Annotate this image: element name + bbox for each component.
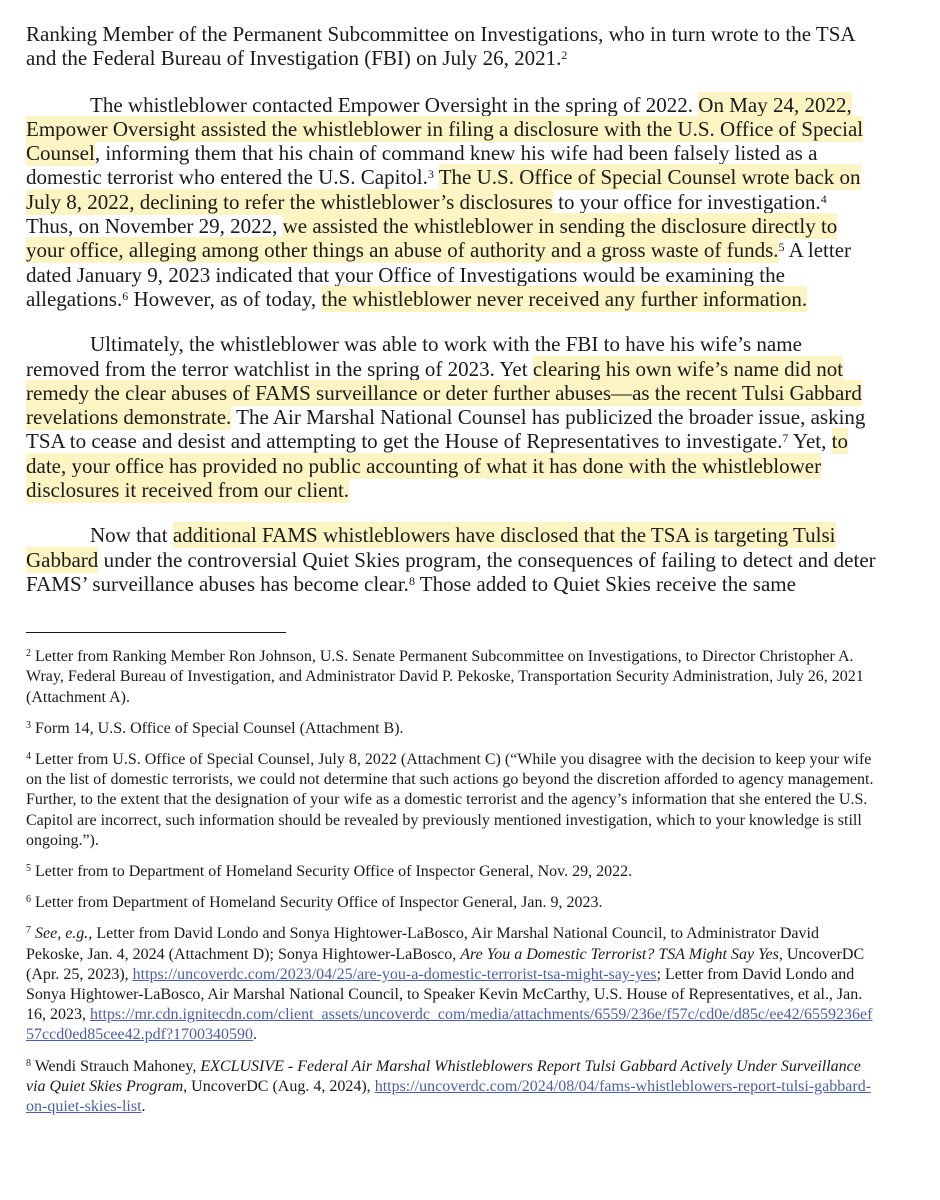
- footnote-text: .: [253, 1026, 258, 1044]
- text-run: Thus, on November 29, 2022,: [26, 214, 283, 239]
- footnote-text: , UncoverDC (Aug. 4, 2024),: [183, 1077, 375, 1095]
- footnote-text: Letter from U.S. Office of Special Counsel, July 8, 2022 (Attachment C) (“While you disagree with the decision to keep your wife on the list of domestic terrorists, we could not determine that such actions go beyond the discretion afforded to agency management. Further, to the extent that the designation of your wife as a domestic terrorist and the agency’s information that she entered the U.S. Capitol are incorrect, such information should be revealed by previously mentioned investigation, which to your knowledge is still ongoing.”).: [26, 751, 874, 849]
- footnote-4: [26, 750, 876, 851]
- footnote-ref-8[interactable]: 8: [408, 573, 415, 588]
- paragraph-disclosure-history: [26, 93, 876, 312]
- footnote-ref-5[interactable]: 5: [778, 240, 785, 255]
- text-run: Ranking Member of the Permanent Subcommittee on Investigations, who in turn wrote to the TSA and the Federal Bureau of Investigation (FBI) on July 26, 2021.: [26, 22, 855, 71]
- footnote-2: [26, 647, 876, 708]
- footnote-number: 5: [26, 863, 31, 875]
- footnote-number: 4: [26, 751, 31, 763]
- attachment-pdf-link[interactable]: https://mr.cdn.ignitecdn.com/client_assets/uncoverdc_com/media/attachments/6559/236e/f57c/cd0e/d85c/ee42/6559236ef57ccd0ed85cee42.pdf?1700340590: [26, 1006, 873, 1044]
- text-run: to your office for investigation.: [552, 189, 821, 214]
- uncoverdc-gabbard-article-link[interactable]: https://uncoverdc.com/2024/08/04/fams-whistleblowers-report-tulsi-gabbard-on-quiet-skies-list: [26, 1077, 872, 1116]
- text-run: [434, 165, 439, 189]
- text-run: Ultimately, the whistleblower was able to work with the FBI to have his wife’s name removed from the terror watchlist in the spring of 2023. Yet: [26, 332, 802, 381]
- footnote-7: [26, 924, 876, 1045]
- footnote-number: 6: [26, 894, 31, 906]
- highlighted-text: to date, your office has provided no public accounting of what it has done with the whistleblower disclosures it received from our client.: [26, 429, 848, 503]
- text-run: The Air Marshal National Counsel has publicized the broader issue, asking TSA to cease and desist and attempting to get the House of Representatives to investigate.: [26, 405, 866, 454]
- footnote-text: ; Letter from David Londo and Sonya Hightower-LaBosco, Air Marshal National Council, to Speaker Kevin McCarthy, U.S. House of Representatives, et al., Jan. 16, 2023,: [26, 965, 863, 1024]
- footnote-text: Letter from Ranking Member Ron Johnson, U.S. Senate Permanent Subcommittee on Investigations, to Director Christopher A. Wray, Federal Bureau of Investigation, and Administrator David P. Pekoske, Transportation Security Administration, July 26, 2021 (Attachment A).: [26, 648, 864, 706]
- footnote-separator: [26, 632, 286, 633]
- text-run: Now that: [90, 523, 173, 548]
- paragraph-intro-continuation: [26, 22, 876, 71]
- text-run: , informing them that his chain of command knew his wife had been falsely listed as a domestic terrorist who entered the U.S. Capitol.: [26, 141, 818, 190]
- footnotes: [26, 647, 876, 1117]
- highlighted-text: clearing his own wife’s name did not remedy the clear abuses of FAMS surveillance or deter further abuses—as the recent Tulsi Gabbard revelations demonstrate.: [26, 356, 862, 430]
- text-run: Yet,: [788, 429, 832, 454]
- footnote-number: 3: [26, 719, 31, 731]
- citation-signal: See, e.g.,: [35, 925, 93, 943]
- paragraph-quiet-skies: [26, 523, 876, 596]
- highlighted-text: The U.S. Office of Special Counsel wrote back on July 8, 2022, declining to refer the whistleblower’s disclosures: [26, 165, 861, 214]
- footnote-text: Letter from David Londo and Sonya Hightower-LaBosco, Air Marshal National Council, to Administrator David Pekoske, Jan. 4, 2024 (Attachment D); Sonya Hightower-LaBosco,: [26, 925, 819, 963]
- footnote-number: 8: [26, 1057, 31, 1069]
- article-title: EXCLUSIVE - Federal Air Marshal Whistleblowers Report Tulsi Gabbard Actively Under Surveillance via Quiet Skies Program: [26, 1057, 861, 1095]
- footnote-6: [26, 893, 876, 913]
- footnote-ref-2[interactable]: 2: [561, 48, 568, 63]
- footnote-3: [26, 719, 876, 739]
- footnote-8: [26, 1057, 876, 1118]
- highlighted-text: the whistleblower never received any further information.: [321, 286, 808, 311]
- footnote-text: Wendi Strauch Mahoney,: [34, 1057, 201, 1075]
- footnote-text: Letter from to Department of Homeland Security Office of Inspector General, Nov. 29, 2022.: [35, 863, 633, 881]
- footnote-ref-7[interactable]: 7: [782, 431, 789, 446]
- text-run: under the controversial Quiet Skies program, the consequences of failing to detect and deter FAMS’ surveillance abuses has become clear.: [26, 547, 876, 596]
- footnote-ref-3[interactable]: 3: [427, 167, 434, 182]
- highlighted-text: we assisted the whistleblower in sending the disclosure directly to your office, alleging among other things an abuse of authority and a gross waste of funds.: [26, 214, 838, 263]
- text-run: Those added to Quiet Skies receive the same: [414, 571, 796, 596]
- footnote-5: [26, 862, 876, 882]
- footnote-ref-4[interactable]: 4: [820, 191, 827, 206]
- highlighted-text: On May 24, 2022, Empower Oversight assisted the whistleblower in filing a disclosure with the U.S. Office of Special Counsel: [26, 92, 864, 166]
- footnote-text: Letter from Department of Homeland Security Office of Inspector General, Jan. 9, 2023.: [35, 894, 603, 912]
- footnote-ref-6[interactable]: 6: [122, 288, 129, 303]
- footnote-text: Form 14, U.S. Office of Special Counsel (Attachment B).: [35, 719, 404, 737]
- text-run: A letter dated January 9, 2023 indicated that your Office of Investigations would be examining the allegations.: [26, 238, 852, 311]
- footnote-number: 7: [26, 925, 31, 937]
- paragraph-watchlist-removal: [26, 332, 876, 502]
- highlighted-text: additional FAMS whistleblowers have disclosed that the TSA is targeting Tulsi Gabbard: [26, 523, 836, 572]
- footnote-text: , UncoverDC (Apr. 25, 2023),: [26, 945, 865, 983]
- text-run: However, as of today,: [128, 286, 322, 311]
- document-page: [26, 22, 876, 1128]
- uncoverdc-article-link[interactable]: https://uncoverdc.com/2023/04/25/are-you-a-domestic-terrorist-tsa-might-say-yes: [132, 965, 657, 983]
- text-run: The whistleblower contacted Empower Oversight in the spring of 2022.: [90, 92, 699, 117]
- article-title: Are You a Domestic Terrorist? TSA Might Say Yes: [460, 945, 779, 963]
- footnote-number: 2: [26, 648, 31, 660]
- footnote-text: .: [141, 1098, 146, 1116]
